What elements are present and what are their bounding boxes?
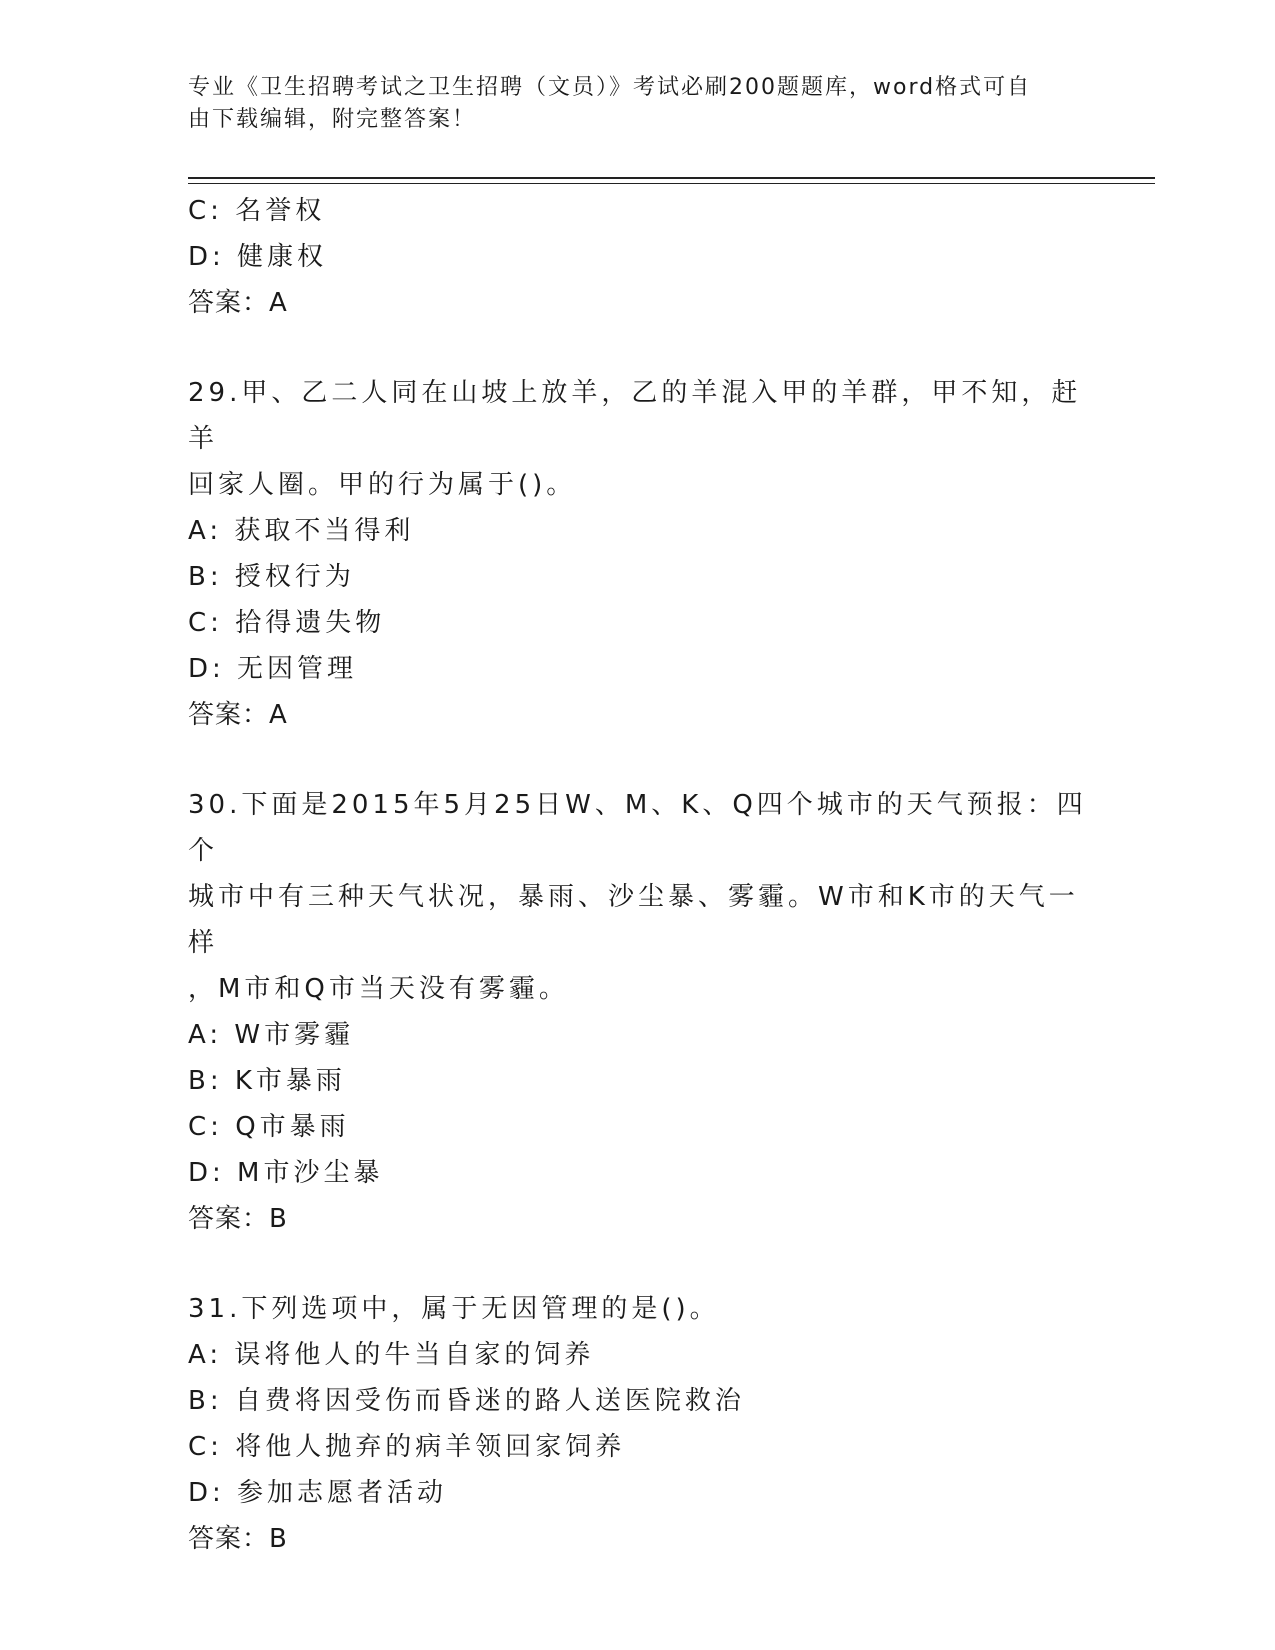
answer-line [188, 1516, 1088, 1562]
document-header [188, 72, 1088, 136]
option-label: C: [188, 1112, 236, 1142]
option-text: 获取不当得利 [234, 516, 415, 546]
question-text: 29.甲、乙二人同在山坡上放羊，乙的羊混入甲的羊群，甲不知，赶羊 回家人圈。甲的行为属于()。 [188, 378, 1082, 500]
question-block-prev [188, 188, 1088, 326]
option-line [188, 508, 1088, 554]
answer-value: B [269, 1524, 288, 1554]
option-label: D: [188, 242, 238, 272]
option-label: A: [188, 1340, 235, 1370]
header-divider-thin [188, 183, 1155, 184]
option-label: D: [188, 1478, 238, 1508]
option-text: 授权行为 [234, 562, 355, 592]
answer-label: 答案： [188, 1524, 270, 1554]
option-line [188, 1378, 1088, 1424]
option-line [188, 1012, 1088, 1058]
option-line [188, 1470, 1088, 1516]
option-text: 拾得遗失物 [235, 608, 386, 638]
option-line [188, 1332, 1088, 1378]
spacer [188, 738, 1088, 782]
option-text: Q市暴雨 [235, 1112, 350, 1142]
option-text: 名誉权 [235, 196, 326, 226]
question-block-31 [188, 1286, 1088, 1562]
option-text: 健康权 [237, 242, 328, 272]
header-line-1: 专业《卫生招聘考试之卫生招聘（文员）》考试必刷200题题库，word格式可自 [188, 75, 1032, 100]
option-label: C: [188, 196, 236, 226]
option-text: 无因管理 [237, 654, 358, 684]
question-block-30 [188, 782, 1088, 1242]
option-text: K市暴雨 [234, 1066, 346, 1096]
option-label: D: [188, 654, 238, 684]
question-list [188, 188, 1088, 1562]
answer-value: A [269, 700, 288, 730]
option-text: 将他人抛弃的病羊领回家饲养 [235, 1432, 626, 1462]
option-line [188, 1058, 1088, 1104]
option-text: 参加志愿者活动 [237, 1478, 448, 1508]
option-text: W市雾霾 [234, 1020, 355, 1050]
option-line [188, 554, 1088, 600]
answer-line [188, 280, 1088, 326]
answer-value: A [269, 288, 288, 318]
option-line [188, 234, 1088, 280]
option-label: A: [188, 1020, 235, 1050]
answer-value: B [269, 1204, 288, 1234]
option-label: B: [188, 562, 235, 592]
option-text: 自费将因受伤而昏迷的路人送医院救治 [234, 1386, 745, 1416]
question-text: 30.下面是2015年5月25日W、M、K、Q四个城市的天气预报：四个 城市中有三种天气状况，暴雨、沙尘暴、雾霾。W市和K市的天气一样 ，M市和Q市当天没有雾霾。 [188, 790, 1087, 1004]
spacer [188, 326, 1088, 370]
option-line [188, 646, 1088, 692]
option-line [188, 188, 1088, 234]
answer-line [188, 1196, 1088, 1242]
option-line [188, 1424, 1088, 1470]
answer-label: 答案： [188, 700, 270, 730]
question-text: 31.下列选项中，属于无因管理的是()。 [188, 1294, 720, 1324]
answer-label: 答案： [188, 288, 270, 318]
spacer [188, 1242, 1088, 1286]
option-label: B: [188, 1066, 235, 1096]
option-line [188, 600, 1088, 646]
option-label: D: [188, 1158, 238, 1188]
option-line [188, 1150, 1088, 1196]
option-line [188, 1104, 1088, 1150]
option-label: C: [188, 1432, 236, 1462]
answer-label: 答案： [188, 1204, 270, 1234]
option-label: B: [188, 1386, 235, 1416]
option-text: 误将他人的牛当自家的饲养 [234, 1340, 595, 1370]
header-line-2: 由下载编辑，附完整答案！ [188, 107, 477, 132]
option-text: M市沙尘暴 [237, 1158, 384, 1188]
option-label: C: [188, 608, 236, 638]
question-block-29 [188, 370, 1088, 738]
answer-line [188, 692, 1088, 738]
option-label: A: [188, 516, 235, 546]
header-divider-thick [188, 177, 1155, 179]
